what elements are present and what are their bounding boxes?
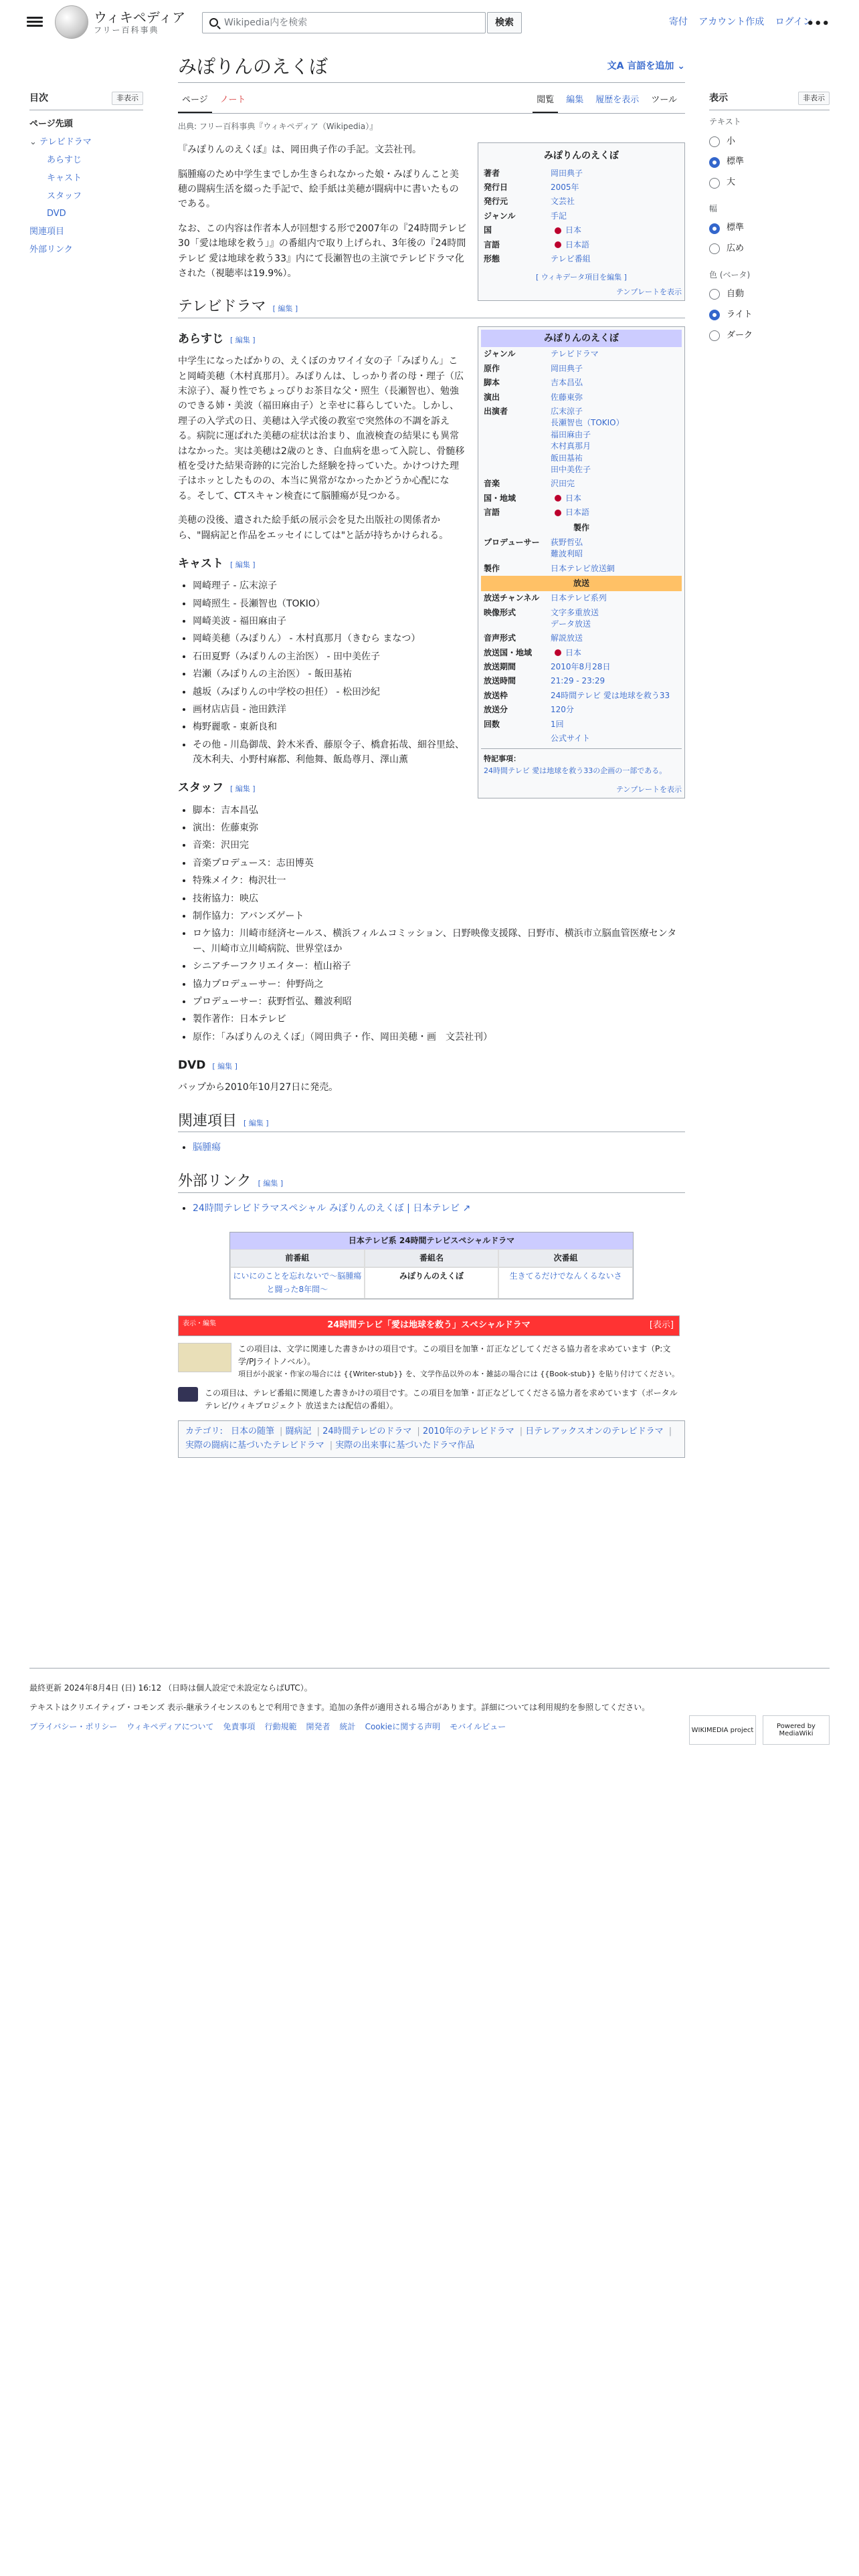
search-placeholder: Wikipedia内を検索 [224,17,308,28]
infobox-key: 放送枠 [484,690,508,700]
infobox-row [481,252,682,266]
radio-color-auto[interactable] [709,284,830,305]
tab-talk[interactable]: ノート [219,95,246,106]
list-item: • シニアチーフクリエイター：植山裕子 [193,959,685,974]
wikidata-edit-link[interactable]: [ ウィキデータ項目を編集 ] [536,273,627,282]
heading-text: 関連項目 [178,1112,237,1130]
toc-item-drama[interactable] [29,134,143,152]
section-edit-link[interactable]: [ 編集 ] [272,304,298,314]
infobox-key: 国 [484,225,492,235]
toc-item-dvd[interactable] [29,205,143,223]
toc-item-external[interactable] [29,241,143,259]
note-text[interactable]: 24時間テレビ 愛は地球を救う33の企画の一部である。 [484,766,667,775]
heading-text: スタッフ [178,781,223,795]
separator: | [329,1440,336,1451]
footer-link[interactable]: 統計 [339,1722,356,1732]
intro-paragraph: 脳腫瘍のため中学生までしか生きられなかった娘・みぽりんこと美穂の闘病生活を綴った手記で、絵手紙は美穂が闘病中に書いたものである。 [178,169,459,210]
radio-icon[interactable] [709,136,720,147]
footer-link[interactable]: モバイルビュー [450,1722,506,1732]
radio-label: 標準 [727,223,745,233]
list-item: • 原作：「みぽりんのえくぼ」（岡田典子・作、岡田美穂・画 文芸社刊） [193,1030,685,1045]
radio-selected-icon[interactable] [709,223,720,234]
tv-stub-icon [178,1387,198,1402]
toc-item-plot[interactable] [29,152,143,170]
infobox-row [481,209,682,223]
tab-read[interactable]: 閲覧 [533,90,558,113]
navbox-title: 24時間テレビ「愛は地球を救う」スペシャルドラマ [327,1319,531,1330]
infobox-key: ジャンル [484,349,516,359]
text-size-label: テキスト [709,117,741,127]
list-item [193,1140,685,1155]
infobox-value[interactable]: テレビ番組 [551,253,591,263]
radio-label: 小 [727,136,736,146]
toc-item-top[interactable]: ページ先頭 [29,119,73,130]
list-item: • 音楽プロデュース：志田博英 [193,856,685,871]
list-item: • 岩瀬（みぽりんの主治医） - 飯田基祐 [193,667,685,681]
toc-hide-button[interactable]: 非表示 [112,92,143,105]
section-edit-link[interactable]: [ 編集 ] [212,1062,237,1071]
infobox-key: 製作 [484,563,500,573]
site-logo[interactable] [55,5,185,39]
radio-text-small[interactable] [709,132,830,152]
staff-list [193,803,685,1045]
japan-flag-icon [555,510,561,516]
list-item: • 岡崎理子 - 広末涼子 [193,578,685,593]
infobox-value[interactable]: 日本テレビ系列 [551,593,607,603]
infobox-key: ジャンル [484,211,516,221]
book-stub-icon [178,1343,231,1372]
tagline: フリー百科事典 [94,25,159,35]
infobox-value[interactable]: 日本 [565,225,582,235]
infobox-value[interactable]: 日本語 [565,239,590,249]
infobox-value[interactable]: 文芸社 [551,197,575,207]
infobox-value[interactable]: 120分 [551,705,574,715]
prev-program-link[interactable]: にいにのことを忘れないで〜脳腫瘍と闘った8年間〜 [233,1271,362,1294]
infobox-key: 出演者 [484,407,508,417]
intro-paragraph: なお、この内容は作者本人が回想する形で2007年の『24時間テレビ30「愛は地球を救う」』の番組内で取り上げられ、3年後の『24時間テレビ 愛は地球を救う33』内にて長瀬智也の主演でテレビドラマ化された（視聴率は19.9%）。 [178,223,467,279]
navbox-vte-links[interactable]: 表示・編集 [183,1319,216,1327]
footer-link[interactable]: 行動規範 [264,1722,297,1732]
external-link[interactable]: 24時間テレビドラマスペシャル みぽりんのえくぼ | 日本テレビ [193,1202,460,1214]
infobox-value[interactable]: 吉本昌弘 [551,378,583,388]
infobox-value[interactable]: 日本 [565,647,582,657]
infobox-value[interactable]: 手記 [551,211,567,221]
template-link[interactable]: テンプレートを表示 [615,784,682,794]
list-item: • プロデューサー：荻野哲弘、難波利昭 [193,994,685,1009]
infobox-row [481,536,682,562]
note-title: 特記事項： [484,754,520,764]
radio-label: 広め [727,243,745,253]
japan-flag-icon [555,241,561,248]
infobox-row [481,606,682,632]
infobox-key: 言語 [484,239,500,249]
infobox-value[interactable]: 岡田典子 [551,168,583,178]
radio-text-standard[interactable] [709,152,830,173]
tab-history[interactable]: 履歴を表示 [595,95,640,106]
intro-paragraph: 『みぽりんのえくぼ』は、岡田典子作の手記。文芸社刊。 [178,144,421,156]
infobox-row [481,631,682,645]
infobox-book [478,142,685,301]
section-heading [178,1057,685,1075]
heading-text: 外部リンク [178,1172,252,1190]
source-note: 出典: フリー百科事典『ウィキペディア（Wikipedia）』 [178,121,378,131]
category-link[interactable]: 実際の闘病に基づいたテレビドラマ [185,1440,324,1451]
infobox-value[interactable]: 文字多重放送 データ放送 [551,607,599,629]
toc-link[interactable]: スタッフ [47,191,82,201]
chevron-down-icon[interactable]: ⌄ [29,137,40,148]
category-link[interactable]: 24時間テレビのドラマ [322,1426,412,1436]
category-link[interactable]: 日テレアックスオンのテレビドラマ [525,1426,664,1436]
list-item: • 協力プロデューサー：仲野尚之 [193,977,685,992]
list-item: • 演出：佐藤東弥 [193,821,685,835]
section-edit-link[interactable]: [ 編集 ] [258,1178,284,1188]
infobox-value[interactable]: 解説放送 [551,633,583,643]
site-header [0,0,859,45]
radio-icon[interactable] [709,289,720,300]
infobox-value[interactable]: 広末涼子 長瀬智也（TOKIO） 福田麻由子 木村真那月 飯田基祐 田中美佐子 [551,407,624,474]
infobox-row [481,703,682,717]
toc-link[interactable]: DVD [47,209,66,219]
infobox-drama [478,326,685,798]
heading-text: テレビドラマ [178,298,266,316]
infobox-key: 放送時間 [484,676,516,686]
infobox-row [481,362,682,376]
width-label: 幅 [709,203,718,213]
infobox-row [481,732,682,746]
add-language-label: 言語を追加 [627,61,674,72]
navbox-drama-series [178,1315,680,1336]
wikipedia-globe-icon [55,5,88,39]
infobox-key: 原作 [484,363,500,373]
translate-icon: 文A [607,61,628,72]
infobox-row [481,506,682,520]
mediawiki-badge[interactable]: Powered by MediaWiki [763,1715,830,1745]
wikimedia-badge[interactable]: WIKIMEDIA project [689,1715,756,1745]
radio-label: 大 [727,177,736,188]
infobox-row [481,181,682,195]
heading-text: キャスト [178,556,223,570]
separator: | [280,1426,286,1436]
infobox-key: 形態 [484,253,500,263]
radio-label: 標準 [727,156,745,167]
infobox-key: 放送チャンネル [484,593,540,603]
color-label: 色 (ベータ) [709,270,751,280]
infobox-row [481,689,682,703]
infobox-value[interactable]: 沢田完 [551,479,575,489]
japan-flag-icon [555,649,561,656]
tab-page[interactable]: ページ [178,90,212,113]
list-item: • 岡崎美波 - 福田麻由子 [193,614,685,629]
infobox-row [481,238,682,252]
footer-link[interactable]: 開発者 [306,1722,330,1732]
plot-paragraph: 中学生になったばかりの、えくぼのカワイイ女の子「みぽりん」こと岡崎美穂（木村真那月）。みぽりんは、しっかり者の母・理子（広末涼子）、凝り性でちょっぴりお茶目な父・照生（長瀬智也）、勉強のできる姉・美波（福田麻由子）と幸せに暮らしていた。しかし、理子の入学式の日、美穂は入学式後の教室で突然体の不調を訴える。病院に運ばれた美穂の症状は治まり、血液検査の結果にも異常はなかった。実は美穂は2歳のとき、白血病を患って入院し、骨髄移植を受けた結果奇跡的に完治した経験を持っていた。かけつけた理子はホッとしたものの、本当に異常がなかったかどうか心配になる。そして、CTスキャン検査にて脳腫瘍が見つかる。 [178,356,465,502]
more-options-icon[interactable]: ••• [806,17,830,31]
template-link[interactable]: テンプレートを表示 [615,287,682,296]
infobox-value[interactable]: 荻野哲弘 難波利昭 [551,537,583,559]
page-footer [29,1668,830,1737]
infobox-key: 国・地域 [484,493,516,503]
list-item: • ロケ協力：川崎市経済セールス、横浜フィルムコミッション、日野映像支援隊、日野市、横浜市立脳血管医療センター、川崎市立川崎病院、世界堂ほか [193,926,685,956]
infobox-subheading: 製作 [573,522,589,532]
navbox-head: 次番組 [498,1249,633,1267]
stub-text: この項目は、テレビ番組に関連した書きかけの項目です。この項目を加筆・訂正などしてくださる協力者を求めています（ポータル テレビ/ウィキプロジェクト 放送または配信の番組）。 [205,1388,678,1410]
stub-text: この項目は、文学に関連した書きかけの項目です。この項目を加筆・訂正などしてくださる協力者を求めています（P:文学/PJライトノベル）。 [238,1344,671,1366]
create-account-link[interactable]: アカウント作成 [698,17,765,27]
infobox-row [481,562,682,576]
footer-link[interactable]: Cookieに関する声明 [365,1722,441,1732]
radio-selected-icon[interactable] [709,157,720,168]
list-item: • 製作著作：日本テレビ [193,1012,685,1027]
infobox-key: 脚本 [484,378,500,388]
radio-icon[interactable] [709,330,720,341]
infobox-row [481,405,682,477]
login-link[interactable]: ログイン [775,17,812,27]
section-edit-link[interactable]: [ 編集 ] [230,784,256,794]
display-title: 表示 [709,93,728,104]
infobox-row [481,223,682,237]
radio-width-standard[interactable] [709,218,830,239]
current-program: みぽりんのえくぼ [365,1267,499,1298]
infobox-value[interactable]: 24時間テレビ 愛は地球を救う33 [551,690,670,700]
next-program-link[interactable]: 生きてるだけでなんくるないさ [509,1271,622,1281]
wordmark: ウィキペディア [94,9,186,25]
stub-notice-literature [178,1343,685,1380]
infobox-value[interactable]: 2010年8月28日 [551,662,611,672]
radio-width-wide[interactable] [709,239,830,259]
list-item: • 岡崎照生 - 長瀬智也（TOKIO） [193,597,685,611]
heading-text: あらすじ [178,332,223,346]
navbox-succession [229,1232,634,1299]
navbox-head: 前番組 [230,1249,365,1267]
infobox-key: 音声形式 [484,633,516,643]
footer-link[interactable]: ウィキペディアについて [126,1722,214,1732]
page-tabs [178,90,685,114]
infobox-key [484,733,551,744]
toc-item-related[interactable] [29,223,143,241]
external-link-icon: ↗ [462,1202,471,1214]
section-edit-link[interactable]: [ 編集 ] [230,336,256,345]
dvd-paragraph: バップから2010年10月27日に発売。 [178,1082,339,1093]
toc-link[interactable]: 関連項目 [29,227,65,237]
infobox-row [481,391,682,405]
infobox-row [481,376,682,390]
list-item: • 特殊メイク：梅沢壮一 [193,873,685,888]
display-settings-panel [709,91,830,355]
category-box [178,1420,685,1458]
infobox-key: 発行元 [484,197,508,207]
toc-link[interactable]: 外部リンク [29,244,73,255]
search-icon [209,18,218,27]
menu-icon[interactable] [27,15,43,31]
list-item [193,1201,685,1216]
infobox-value[interactable]: 日本語 [565,508,590,518]
infobox-key: プロデューサー [484,537,540,547]
infobox-row [481,477,682,491]
toc-title: 目次 [29,93,48,104]
main-content [178,53,685,1458]
radio-label: ダーク [727,330,753,340]
list-item: • 石田夏野（みぽりんの主治医） - 田中美佐子 [193,649,685,664]
toc-link[interactable]: あらすじ [47,154,82,165]
radio-label: ライト [727,309,753,320]
infobox-value[interactable]: 21:29 - 23:29 [551,676,605,686]
footer-link[interactable]: 免責事項 [223,1722,256,1732]
categories-label[interactable]: カテゴリ: [185,1426,223,1436]
related-link[interactable]: 脳腫瘍 [193,1142,221,1154]
navbox-show-toggle[interactable]: [表示] [649,1319,674,1330]
section-edit-link[interactable]: [ 編集 ] [230,560,256,569]
list-item: • その他 - 川島御哉、鈴木米香、藤原令子、橋倉拓哉、細谷里絵、茂木利夫、小野村麻都、利他舞、飯島尊月、澤山薫 [193,738,685,768]
list-item: • 岡崎美穂（みぽりん） - 木村真那月（きむら まなつ） [193,631,685,646]
infobox-value[interactable]: 1回 [551,719,564,729]
toc-item-cast[interactable] [29,170,143,188]
list-item: • 技術協力：映広 [193,891,685,906]
toc-item-staff[interactable] [29,188,143,206]
radio-selected-icon[interactable] [709,310,720,320]
toc-link-drama[interactable]: テレビドラマ [39,137,92,148]
infobox-key: 放送分 [484,705,508,715]
separator: | [316,1426,323,1436]
infobox-row [481,347,682,361]
footer-link[interactable]: プライバシー・ポリシー [29,1722,118,1732]
stub-notice-tv [178,1387,685,1412]
page-title [178,53,685,83]
search-button[interactable]: 検索 [487,12,522,33]
category-link[interactable]: 2010年のテレビドラマ [422,1426,514,1436]
plot-paragraph: 美穂の没後、遺された絵手紙の展示会を見た出版社の関係者から、"闘病記と作品をエッセイにしては"と話が持ちかけられる。 [178,515,449,541]
license-text: テキストはクリエイティブ・コモンズ 表示-継承ライセンスのもとで利用できます。追加の条件が適用される場合があります。詳細については利用規約を参照してください。 [29,1703,650,1713]
search-input[interactable] [202,12,486,33]
category-link[interactable]: 実際の出来事に基づいたドラマ作品 [335,1440,475,1451]
infobox-row [481,718,682,732]
list-item: • 音楽：沢田完 [193,838,685,853]
tab-tools[interactable]: ツール [651,95,677,106]
add-language-button[interactable]: 文A 言語を追加 ⌄ [607,61,685,72]
list-item: • 梅野麗歌 - 東新良和 [193,720,685,734]
infobox-value[interactable]: 岡田典子 [551,363,583,373]
section-heading [178,1111,685,1133]
radio-icon[interactable] [709,178,720,189]
infobox-value[interactable]: 佐藤東弥 [551,392,583,402]
display-hide-button[interactable]: 非表示 [798,92,830,105]
infobox-title: みぽりんのえくぼ [544,150,619,162]
infobox-row [481,167,682,181]
radio-text-large[interactable] [709,173,830,193]
infobox-value[interactable]: 2005年 [551,182,579,192]
section-edit-link[interactable]: [ 編集 ] [244,1118,269,1128]
japan-flag-icon [555,227,561,234]
infobox-row [481,646,682,660]
section-heading [178,1172,685,1193]
infobox-value[interactable]: テレビドラマ [551,349,599,359]
infobox-row [481,591,682,605]
page-title-text: みぽりんのえくぼ [178,56,328,78]
stub-hint: 項目が小説家・作家の場合には {{Writer-stub}} を、文学作品以外の本・雑誌の場合には {{Book-stub}} を貼り付けてください。 [238,1369,680,1378]
navbox-head: 番組名 [365,1249,499,1267]
list-item: • 画材店店員 - 池田鉄洋 [193,702,685,717]
category-link[interactable]: 闘病記 [285,1426,312,1436]
toc-link[interactable]: キャスト [47,173,82,183]
category-link[interactable]: 日本の随筆 [231,1426,275,1436]
infobox-row [481,195,682,209]
list-item: • 制作協力：アバンズゲート [193,909,685,924]
donate-link[interactable]: 寄付 [668,17,688,27]
infobox-key: 映像形式 [484,607,516,617]
infobox-key: 言語 [484,508,500,518]
japan-flag-icon [555,495,561,502]
infobox-row [481,674,682,688]
infobox-key: 放送期間 [484,662,516,672]
list-item: • 脚本：吉本昌弘 [193,803,685,818]
infobox-value[interactable]: 日本テレビ放送網 [551,563,615,573]
infobox-section: 放送 [481,576,682,591]
radio-label: 自動 [727,288,745,299]
heading-text: DVD [178,1059,206,1073]
separator: | [519,1426,526,1436]
user-links [661,15,812,29]
infobox-key: 演出 [484,392,500,402]
last-modified: 最終更新 2024年8月4日 (日) 16:12 （日時は個人設定で未設定ならばUTC）。 [29,1683,312,1693]
infobox-row [481,492,682,506]
toc-sidebar [29,91,143,259]
infobox-row [481,660,682,674]
infobox-key: 回数 [484,719,500,729]
separator: | [417,1426,423,1436]
infobox-value[interactable]: 日本 [565,493,582,503]
infobox-value[interactable]: 公式サイト [551,734,591,744]
navbox-title: 日本テレビ系 24時間テレビスペシャルドラマ [230,1232,633,1249]
list-item: • 越坂（みぽりんの中学校の担任） - 松田沙紀 [193,685,685,700]
tab-edit[interactable]: 編集 [566,95,584,106]
radio-icon[interactable] [709,243,720,254]
infobox-key: 著者 [484,168,500,178]
infobox-key: 音楽 [484,479,500,489]
infobox-title: みぽりんのえくぼ [481,330,682,347]
radio-color-dark[interactable] [709,326,830,346]
separator: | [668,1426,672,1436]
infobox-key: 発行日 [484,182,508,192]
radio-color-light[interactable] [709,305,830,326]
infobox-key: 放送国・地域 [484,647,533,657]
